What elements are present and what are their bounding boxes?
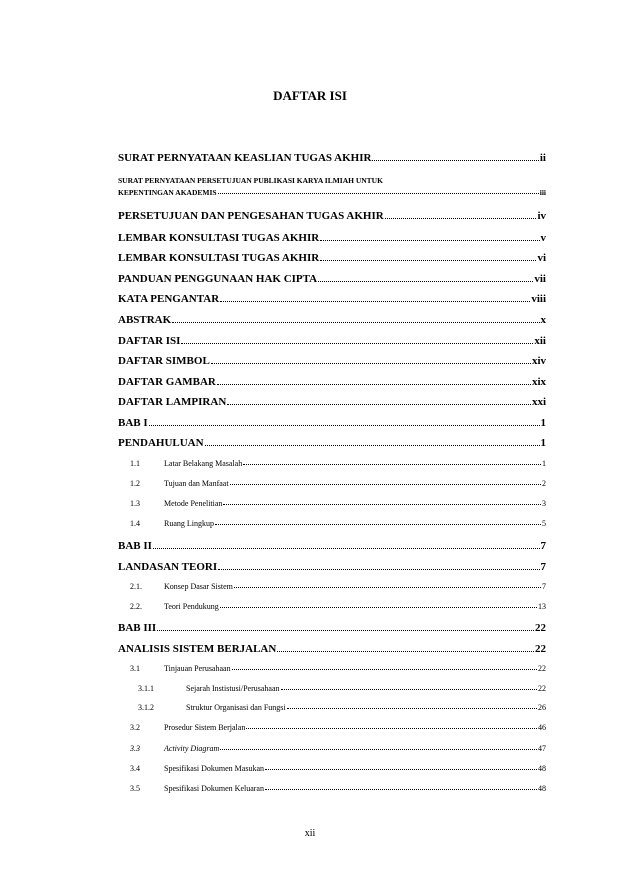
leader-dots: [218, 193, 539, 194]
toc-entry-page: 1: [542, 459, 546, 468]
toc-entry-page: xii: [534, 335, 546, 347]
leader-dots: [265, 789, 537, 790]
toc-entry-page: 26: [538, 703, 546, 712]
leader-dots: [372, 160, 538, 161]
toc-entry-1-4: [118, 519, 546, 528]
toc-entry-label: BAB I: [118, 417, 148, 429]
toc-entry-page: vii: [534, 273, 546, 285]
toc-entry-page: v: [540, 232, 546, 244]
toc-entry-label: KATA PENGANTAR: [118, 293, 220, 305]
leader-dots: [217, 384, 531, 385]
leader-dots: [320, 240, 539, 241]
leader-dots: [246, 728, 537, 729]
toc-entry-label: BAB II: [118, 540, 152, 552]
toc-entry-page: xiv: [531, 355, 546, 367]
toc-entry-label: LEMBAR KONSULTASI TUGAS AKHIR: [118, 232, 320, 244]
toc-entry-page: 7: [542, 582, 546, 591]
toc-entry-label: SURAT PERNYATAAN KEASLIAN TUGAS AKHIR: [118, 152, 372, 164]
toc-entry-lembar-konsultasi-2: [118, 252, 546, 264]
toc-entry-number: 1.1: [130, 459, 140, 468]
toc-entry-page: 22: [538, 664, 546, 673]
toc-entry-daftar-isi: [118, 335, 546, 347]
toc-entry-bab-1: [118, 417, 546, 429]
toc-entry-label: Latar Belakang Masalah: [164, 459, 243, 468]
toc-entry-number: 3.1.1: [138, 684, 154, 693]
leader-dots: [320, 260, 536, 261]
toc-entry-number: 3.4: [130, 764, 140, 773]
leader-dots: [230, 484, 541, 485]
toc-entry-daftar-gambar: [118, 376, 546, 388]
toc-entry-label: Struktur Organisasi dan Fungsi: [186, 703, 286, 712]
toc-entry-surat-publikasi: [118, 188, 546, 197]
toc-entry-number: 3.3: [130, 744, 140, 753]
toc-entry-1-1: [118, 459, 546, 468]
toc-entry-number: 2.1.: [130, 582, 142, 591]
toc-entry-label: Metode Penelitian: [164, 499, 223, 508]
toc-entry-page: 7: [540, 540, 546, 552]
toc-entry-label: Teori Pendukung: [164, 602, 219, 611]
toc-entry-page: 48: [538, 764, 546, 773]
toc-entry-pendahuluan: [118, 437, 546, 449]
toc-entry-label: DAFTAR SIMBOL: [118, 355, 210, 367]
toc-entry-page: vi: [537, 252, 546, 264]
toc-entry-label: Spesifikasi Dokumen Keluaran: [164, 784, 264, 793]
toc-entry-number: 1.2: [130, 479, 140, 488]
leader-dots: [385, 218, 537, 219]
leader-dots: [220, 301, 530, 302]
leader-dots: [227, 404, 531, 405]
toc-entry-number: 2.2.: [130, 602, 142, 611]
toc-entry-page: 47: [538, 744, 546, 753]
leader-dots: [220, 607, 537, 608]
toc-entry-bab-2: [118, 540, 546, 552]
toc-entry-label: DAFTAR LAMPIRAN: [118, 396, 227, 408]
leader-dots: [211, 363, 531, 364]
toc-entry-label: Konsep Dasar Sistem: [164, 582, 233, 591]
toc-entry-number: 3.2: [130, 723, 140, 732]
toc-entry-label: DAFTAR GAMBAR: [118, 376, 216, 388]
toc-entry-landasan-teori: [118, 561, 546, 573]
leader-dots: [153, 548, 540, 549]
leader-dots: [172, 322, 539, 323]
toc-entry-page: 46: [538, 723, 546, 732]
toc-entry-page: 22: [538, 684, 546, 693]
leader-dots: [223, 504, 541, 505]
toc-entry-label: Activity Diagram: [164, 744, 220, 753]
toc-entry-3-4: [118, 764, 546, 773]
toc-entry-persetujuan: [118, 210, 546, 222]
leader-dots: [265, 769, 537, 770]
leader-dots: [215, 524, 541, 525]
toc-entry-page: xix: [531, 376, 546, 388]
leader-dots: [232, 669, 537, 670]
leader-dots: [220, 749, 537, 750]
toc-entry-page: 2: [542, 479, 546, 488]
toc-entry-3-1-2: [118, 703, 546, 712]
leader-dots: [287, 708, 537, 709]
toc-entry-label: Ruang Lingkup: [164, 519, 214, 528]
toc-entry-daftar-lampiran: [118, 396, 546, 408]
toc-entry-daftar-simbol: [118, 355, 546, 367]
toc-entry-page: viii: [531, 293, 546, 305]
toc-entry-label: BAB III: [118, 622, 157, 634]
toc-entry-label: Spesifikasi Dokumen Masukan: [164, 764, 264, 773]
toc-entry-abstrak: [118, 314, 546, 326]
toc-entry-analisis-sistem: [118, 643, 546, 655]
leader-dots: [149, 425, 540, 426]
toc-entry-number: 1.3: [130, 499, 140, 508]
toc-entry-number: 3.5: [130, 784, 140, 793]
toc-entry-label: ANALISIS SISTEM BERJALAN: [118, 643, 277, 655]
toc-entry-number: 1.4: [130, 519, 140, 528]
toc-entry-page: iii: [539, 188, 546, 197]
toc-entry-label: PENDAHULUAN: [118, 437, 204, 449]
leader-dots: [218, 569, 539, 570]
leader-dots: [281, 689, 537, 690]
toc-entry-label: Tinjauan Perusahaan: [164, 664, 231, 673]
toc-entry-number: 3.1.2: [138, 703, 154, 712]
toc-entry-page: 3: [542, 499, 546, 508]
toc-entry-3-1: [118, 664, 546, 673]
toc-entry-page: 13: [538, 602, 546, 611]
toc-entry-panduan: [118, 273, 546, 285]
leader-dots: [157, 630, 534, 631]
toc-entry-page: 48: [538, 784, 546, 793]
toc-entry-surat-keaslian: [118, 152, 546, 164]
toc-entry-label: PERSETUJUAN DAN PENGESAHAN TUGAS AKHIR: [118, 210, 384, 222]
toc-entry-label: PANDUAN PENGGUNAAN HAK CIPTA: [118, 273, 318, 285]
toc-entry-label: DAFTAR ISI: [118, 335, 181, 347]
toc-entry-3-1-1: [118, 684, 546, 693]
leader-dots: [234, 587, 541, 588]
toc-entry-page: ii: [539, 152, 546, 164]
page-title: DAFTAR ISI: [273, 88, 347, 103]
toc-entry-page: x: [540, 314, 546, 326]
toc-entry-label: KEPENTINGAN AKADEMIS: [118, 188, 217, 197]
toc-entry-page: 1: [540, 417, 546, 429]
toc-entry-label: LANDASAN TEORI: [118, 561, 218, 573]
leader-dots: [205, 445, 540, 446]
toc-entry-page: xxi: [531, 396, 546, 408]
toc-entry-1-2: [118, 479, 546, 488]
toc-entry-label: Prosedur Sistem Berjalan: [164, 723, 246, 732]
leader-dots: [243, 464, 541, 465]
toc-entry-1-3: [118, 499, 546, 508]
toc-entry-bab-3: [118, 622, 546, 634]
leader-dots: [277, 651, 534, 652]
toc-entry-page: 7: [540, 561, 546, 573]
toc-entry-surat-publikasi-line1: SURAT PERNYATAAN PERSETUJUAN PUBLIKASI KARYA ILMIAH UNTUK: [118, 176, 383, 185]
leader-dots: [181, 343, 533, 344]
toc-entry-2-1: [118, 582, 546, 591]
toc-entry-lembar-konsultasi-1: [118, 232, 546, 244]
toc-entry-3-3: [118, 744, 546, 753]
page-number: xii: [304, 828, 316, 839]
toc-entry-label: Tujuan dan Manfaat: [164, 479, 229, 488]
toc-entry-kata-pengantar: [118, 293, 546, 305]
toc-entry-number: 3.1: [130, 664, 140, 673]
toc-entry-label: LEMBAR KONSULTASI TUGAS AKHIR: [118, 252, 320, 264]
toc-entry-2-2: [118, 602, 546, 611]
toc-entry-label: Sejarah Instistusi/Perusahaan: [186, 684, 280, 693]
toc-entry-page: 5: [542, 519, 546, 528]
toc-entry-page: 1: [540, 437, 546, 449]
toc-entry-page: iv: [537, 210, 546, 222]
toc-entry-3-5: [118, 784, 546, 793]
toc-entry-page: 22: [535, 622, 546, 634]
toc-entry-3-2: [118, 723, 546, 732]
leader-dots: [318, 281, 533, 282]
toc-entry-label: ABSTRAK: [118, 314, 172, 326]
toc-entry-page: 22: [535, 643, 546, 655]
